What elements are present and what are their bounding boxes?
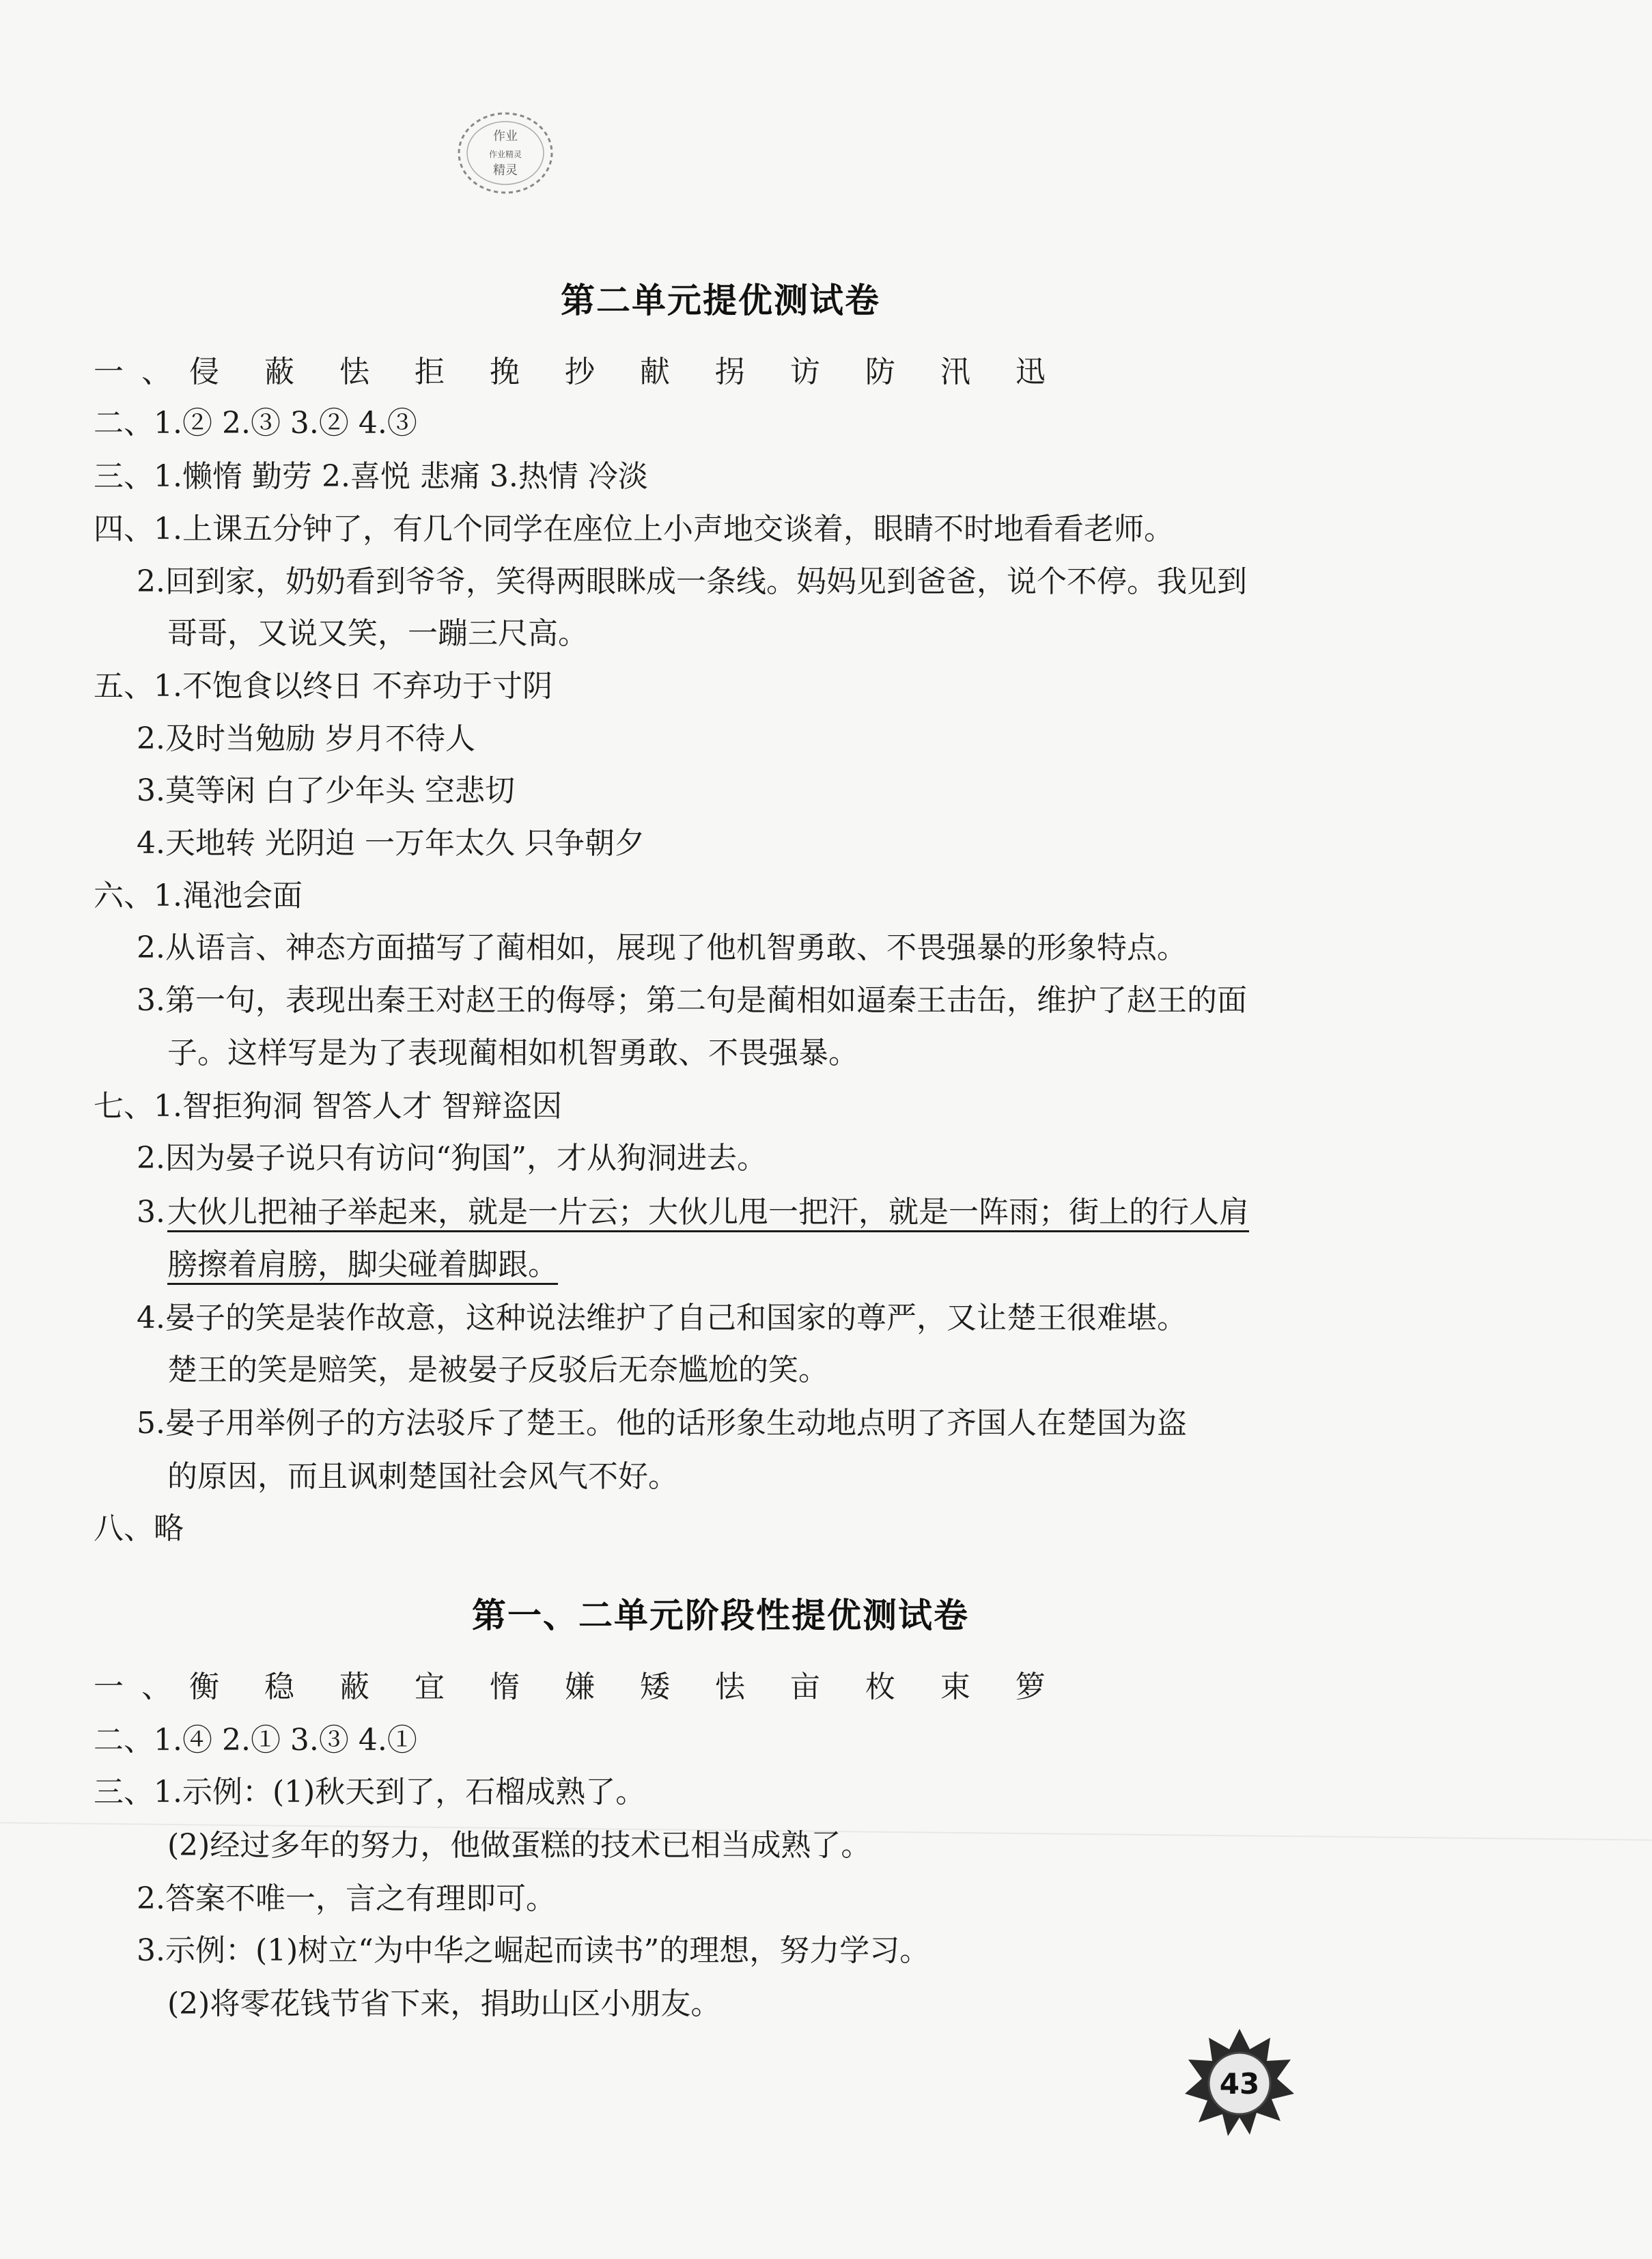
answer-line: 子。这样写是为了表现蔺相如机智勇敢、不畏强暴。: [167, 1036, 858, 1070]
answer-line: 4.晏子的笑是装作故意，这种说法维护了自己和国家的尊严，又让楚王很难堪。: [137, 1301, 1187, 1335]
answer-line: 八、略: [94, 1511, 184, 1546]
answer-line: 2.因为晏子说只有访问“狗国”，才从狗洞进去。: [137, 1141, 767, 1176]
answer-line: 三、1.示例：(1)秋天到了，石榴成熟了。: [94, 1775, 646, 1810]
answer-line: 三、1.懒惰 勤劳 2.喜悦 悲痛 3.热情 冷淡: [94, 459, 648, 494]
answer-line: 3.第一句，表现出秦王对赵王的侮辱；第二句是蔺相如逼秦王击缶，维护了赵王的面: [137, 983, 1247, 1018]
answer-line: 哥哥，又说又笑，一蹦三尺高。: [167, 616, 588, 651]
answer-line-number: 3.: [137, 1195, 165, 1230]
answer-line: 2.答案不唯一，言之有理即可。: [137, 1881, 556, 1916]
section-title-units-1-2: 第一、二单元阶段性提优测试卷: [472, 1596, 969, 1635]
answer-line: 3.莫等闲 白了少年头 空悲切: [137, 773, 515, 808]
answer-line: 五、1.不饱食以终日 不弃功于寸阴: [94, 669, 552, 704]
answer-line: 5.晏子用举例子的方法驳斥了楚王。他的话形象生动地点明了齐国人在楚国为盗: [137, 1406, 1187, 1441]
section-title-unit-2: 第二单元提优测试卷: [561, 281, 880, 320]
answer-line: 3.示例：(1)树立“为中华之崛起而读书”的理想，努力学习。: [137, 1933, 930, 1968]
answer-line: (2)将零花钱节省下来，捐助山区小朋友。: [167, 1986, 721, 2021]
answer-line: 一、侵 蔽 怯 拒 挽 抄 献 拐 访 防 汛 迅: [94, 355, 1063, 389]
answer-line: 六、1.渑池会面: [94, 878, 303, 913]
answer-line: 二、1.④ 2.① 3.③ 4.①: [94, 1723, 417, 1758]
homework-stamp-logo: [454, 109, 557, 197]
stamp-top-text: 作业: [493, 129, 518, 143]
answer-line: 2.及时当勉励 岁月不待人: [137, 721, 475, 756]
page-number: 43: [1219, 2067, 1260, 2101]
answer-line: 楚王的笑是赔笑，是被晏子反驳后无奈尴尬的笑。: [167, 1353, 828, 1387]
page-number-badge: [1181, 2025, 1298, 2142]
answer-line: 2.回到家，奶奶看到爷爷，笑得两眼眯成一条线。妈妈见到爸爸，说个不停。我见到: [137, 564, 1247, 599]
stamp-bottom-text: 精灵: [493, 163, 518, 178]
answer-line: 一、衡 稳 蔽 宜 惰 嫌 矮 怯 亩 枚 束 箩: [94, 1669, 1063, 1704]
answer-line: 二、1.② 2.③ 3.② 4.③: [94, 406, 417, 441]
answer-line: (2)经过多年的努力，他做蛋糕的技术已相当成熟了。: [167, 1828, 871, 1863]
answer-line: 4.天地转 光阴迫 一万年太久 只争朝夕: [137, 826, 645, 861]
answer-line: 2.从语言、神态方面描写了蔺相如，展现了他机智勇敢、不畏强暴的形象特点。: [137, 930, 1187, 965]
answer-line: 的原因，而且讽刺楚国社会风气不好。: [167, 1459, 678, 1494]
underlined-answer-line: 膀擦着肩膀，脚尖碰着脚跟。: [167, 1247, 558, 1282]
answer-line: 四、1.上课五分钟了，有几个同学在座位上小声地交谈着，眼睛不时地看看老师。: [94, 512, 1174, 546]
answer-line: 七、1.智拒狗洞 智答人才 智辩盗因: [94, 1089, 562, 1124]
stamp-middle-text: 作业精灵: [488, 150, 522, 159]
underlined-answer-line: 大伙儿把袖子举起来，就是一片云；大伙儿甩一把汗，就是一阵雨；街上的行人肩: [167, 1195, 1249, 1230]
